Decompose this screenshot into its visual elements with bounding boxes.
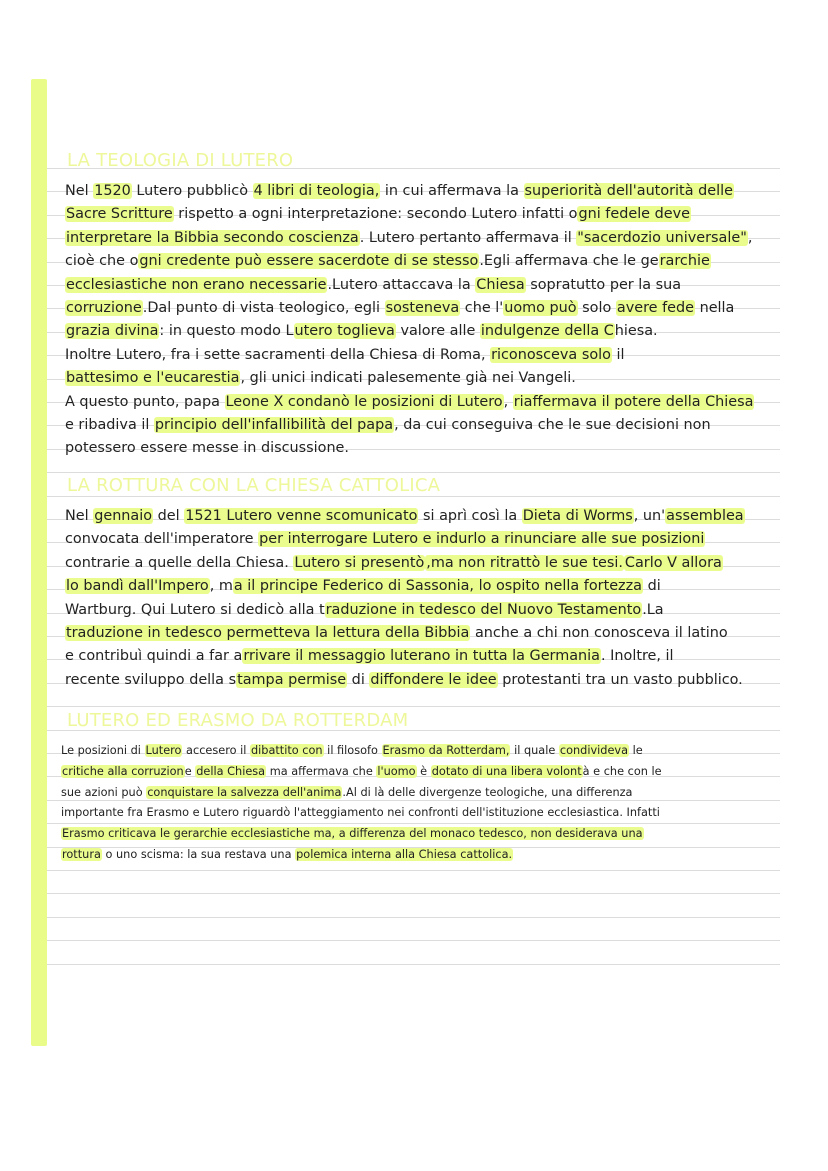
highlighted-text: interpretare la Bibbia secondo coscienza [66,229,359,246]
text-segment: valore alle [395,323,480,340]
text-segment: il [611,346,625,363]
highlighted-text: 1520 [94,183,131,199]
section-title-erasmo: LUTERO ED ERASMO DA ROTTERDAM [67,710,409,731]
text-segment: .Lutero attaccava la [327,276,476,293]
text-segment: .Al di là delle divergenze teologiche, una differenza [342,785,633,799]
text-line [65,505,777,528]
text-segment: Nel [65,183,94,199]
highlighted-text: l'uomo [377,764,416,778]
text-line [65,297,777,320]
text-segment: e contribuì quindi a far a [65,648,243,665]
highlighted-text: indulgenze della C [480,323,614,340]
highlighted-text: 4 libri di teologia, [253,183,380,199]
text-line [65,669,777,692]
text-segment: potessero essere messe in discussione. [65,440,349,457]
text-segment: Inoltre Lutero, fra i sette sacramenti della Chiesa di Roma, [65,346,491,363]
highlighted-text: gni fedele deve [578,206,690,223]
highlighted-text: Dieta di Worms [522,508,633,524]
text-segment: solo [577,300,616,317]
text-segment: le [629,744,643,757]
highlighted-text: sosteneva [385,300,460,317]
highlighted-text: rottura [62,847,101,861]
text-line [65,552,777,575]
text-segment: convocata dell'imperatore [65,531,259,548]
ruled-line [47,917,780,918]
highlighted-text: grazia divina [66,323,159,340]
text-segment: .Dal punto di vista teologico, egli [142,300,385,317]
text-segment: recente sviluppo della s [65,671,237,688]
text-segment: che l' [460,300,504,317]
highlighted-text: lo bandì dall'Impero [66,578,209,595]
text-line [65,274,777,297]
text-line [61,845,777,866]
text-line [65,391,777,414]
highlighted-text: Chiesa [476,276,525,293]
highlighted-text: superiorità dell'autorità delle [524,183,733,199]
highlighted-text: polemica interna alla Chiesa cattolica. [296,847,513,861]
highlighted-text: riconosceva solo [491,346,611,363]
highlighted-text: assemblea [666,508,744,524]
ruled-line [47,496,780,497]
highlighted-text: Erasmo criticava le gerarchie ecclesiastiche ma, a differenza del monaco tedesco, non desiderava una [62,827,643,841]
text-segment: nella [695,300,735,317]
text-segment: e [184,764,196,778]
text-segment: . Inoltre, il [601,648,674,665]
highlighted-text: Carlo V allora [624,554,722,571]
text-segment: contrarie a quelle della Chiesa. [65,554,294,571]
paragraph-erasmo [61,741,777,866]
highlighted-text: dibattito con [250,744,323,757]
highlighted-text: tampa permise [237,671,347,688]
highlighted-text: gennaio [94,508,153,524]
ruled-line [47,870,780,871]
highlighted-text: Lutero [145,744,182,757]
text-segment: del [153,508,185,524]
highlighted-text: traduzione in tedesco permetteva la lettura della Bibbia [66,625,470,642]
ruled-line [47,940,780,941]
highlighted-text: Erasmo da Rotterdam, [382,744,510,757]
text-segment: o uno scisma: la sua restava una [101,847,296,861]
text-segment: Nel [65,508,94,524]
highlighted-text: diffondere le idee [370,671,497,688]
ruled-line [47,964,780,965]
text-segment: Lutero pubblicò [131,183,253,199]
text-segment: hiesa. [614,323,658,340]
text-line [65,180,777,203]
text-segment: protestanti tra un vasto pubblico. [497,671,743,688]
text-segment: . Lutero pertanto affermava il [359,229,577,246]
text-line [61,824,777,845]
text-segment: il filosofo [323,744,382,757]
text-line [65,437,777,460]
text-segment: : in questo modo L [159,323,294,340]
highlighted-text: per interrogare Lutero e indurlo a rinunciare alle sue posizioni [259,531,705,548]
text-segment: sue azioni può [61,785,147,799]
highlighted-text: rarchie [659,253,710,270]
text-line [65,414,777,437]
text-line [61,741,777,762]
text-segment: importante fra Erasmo e Lutero riguardò l'atteggiamento nei confronti dell'istituzione ecclesiastica. Infatti [61,806,660,820]
section-title-rottura: LA ROTTURA CON LA CHIESA CATTOLICA [67,475,441,496]
highlighted-text: principio dell'infallibilità del papa [154,417,394,434]
ruled-line [47,893,780,894]
text-line [65,203,777,226]
highlighted-text: riaffermava il potere della Chiesa [513,393,754,410]
text-segment: Wartburg. Qui Lutero si dedicò alla t [65,601,325,618]
text-segment: .La [642,601,664,618]
text-segment: à e che con le [582,764,662,778]
text-line [65,320,777,343]
text-line [65,344,777,367]
ruled-line [47,472,780,473]
text-line [61,803,777,824]
highlighted-text: critiche alla corruzion [62,764,184,778]
text-segment: ma affermava che [266,764,377,778]
highlighted-text: Lutero si presentò [294,554,425,571]
text-segment: rispetto a ogni interpretazione: secondo Lutero infatti o [173,206,578,223]
text-line [65,575,777,598]
text-segment: , [747,229,753,246]
text-line [65,645,777,668]
text-segment: , da cui conseguiva che le sue decisioni non [394,417,711,434]
text-segment: e ribadiva il [65,417,154,434]
highlighted-text: ecclesiastiche non erano necessarie [66,276,327,293]
highlighted-text: ,ma non ritrattò le sue tesi. [426,554,623,571]
text-segment: .Egli affermava che le ge [479,253,659,270]
text-segment: di [643,578,661,595]
text-segment: è [416,764,431,778]
text-line [65,227,777,250]
highlighted-text: corruzione [66,300,142,317]
highlighted-text: gni credente può essere sacerdote di se stesso [139,253,479,270]
text-line [65,599,777,622]
highlighted-text: condivideva [559,744,629,757]
text-segment: A questo punto, papa [65,393,225,410]
highlighted-text: a il principe Federico di Sassonia, lo ospito nella fortezza [233,578,642,595]
highlighted-text: uomo può [504,300,577,317]
margin-bar [31,79,47,1046]
text-segment: , un' [633,508,666,524]
text-segment: , [503,393,513,410]
highlighted-text: dotato di una libera volont [431,764,582,778]
text-segment: il quale [510,744,559,757]
text-segment: in cui affermava la [380,183,524,199]
paragraph-rottura [65,505,777,692]
text-segment: anche a chi non conosceva il latino [470,625,728,642]
text-line [65,528,777,551]
text-segment: , gli unici indicati palesemente già nei Vangeli. [240,370,576,387]
text-segment: cioè che o [65,253,139,270]
text-segment: Le posizioni di [61,744,145,757]
text-line [65,367,777,390]
text-segment: , m [209,578,233,595]
highlighted-text: 1521 Lutero venne scomunicato [185,508,418,524]
text-line [61,783,777,804]
ruled-line [47,706,780,707]
highlighted-text: avere fede [616,300,694,317]
highlighted-text: utero toglieva [294,323,395,340]
paragraph-teologia [65,180,777,461]
highlighted-text: raduzione in tedesco del Nuovo Testamento [325,601,642,618]
text-line [65,622,777,645]
highlighted-text: rrivare il messaggio luterano in tutta la Germania [243,648,600,665]
section-title-teologia: LA TEOLOGIA DI LUTERO [67,150,294,171]
highlighted-text: battesimo e l'eucarestia [66,370,240,387]
text-segment: di [347,671,370,688]
highlighted-text: conquistare la salvezza dell'anima [147,785,342,799]
highlighted-text: "sacerdozio universale" [577,229,747,246]
highlighted-text: Leone X condanò le posizioni di Lutero [225,393,503,410]
text-segment: si aprì così la [418,508,522,524]
highlighted-text: della Chiesa [196,764,266,778]
text-line [65,250,777,273]
text-segment: accesero il [182,744,250,757]
text-segment: sopratutto per la sua [525,276,682,293]
highlighted-text: Sacre Scritture [66,206,173,223]
text-line [61,762,777,783]
